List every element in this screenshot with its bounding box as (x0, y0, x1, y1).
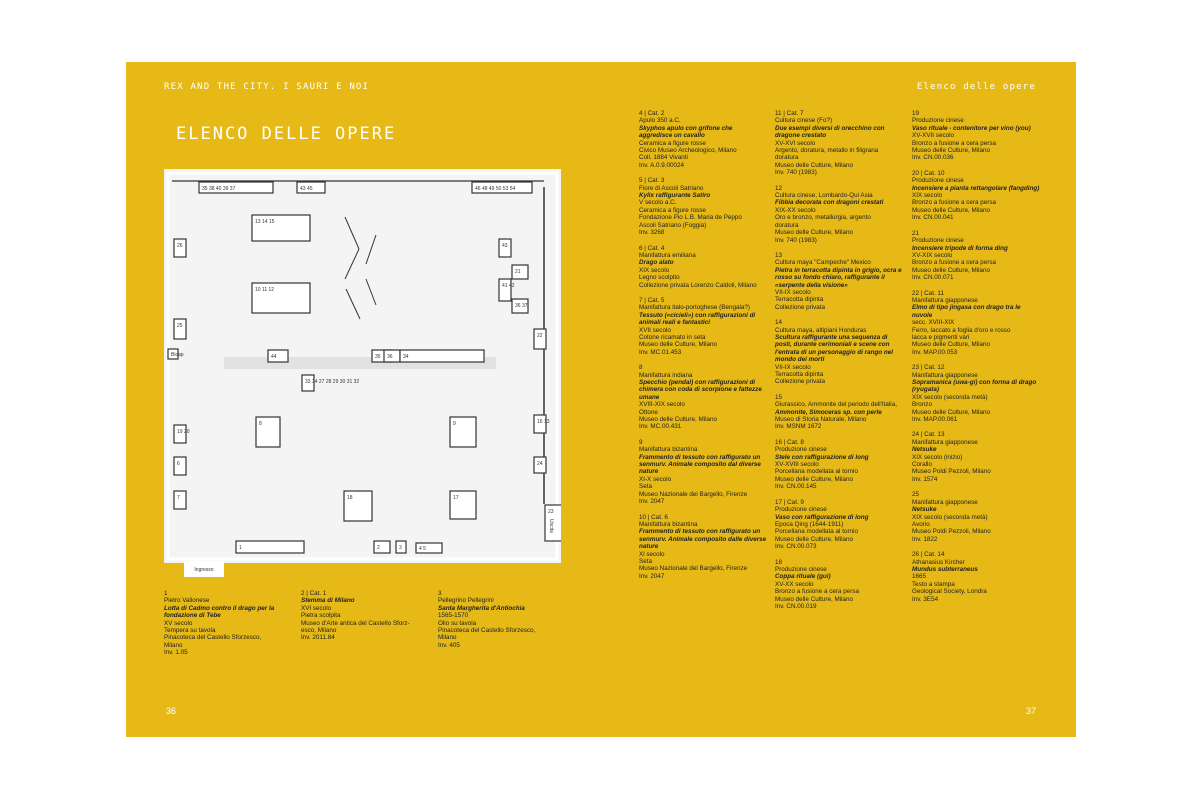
work-entry (775, 559, 903, 611)
work-line: Museo Nazionale del Bargello, Firenze (639, 565, 748, 573)
work-line: XV-XX secolo (775, 580, 814, 588)
work-title: Stele con raffigurazione di long (775, 453, 869, 461)
caption-line: Museo d'Arte antica del Castello Sforz- (301, 619, 410, 627)
work-line: Inv. CN.00.019 (775, 602, 817, 610)
work-line: Epoca Qing (1644-1911) (775, 520, 844, 528)
work-title: Ammonite, Simoceras sp. con perle (775, 408, 882, 416)
work-title: Netsuke (912, 506, 937, 514)
display-case-label: 36 (387, 354, 393, 360)
display-case (236, 541, 304, 553)
work-line: Museo delle Culture, Milano (639, 416, 718, 424)
work-entry (639, 297, 767, 356)
work-entry (912, 364, 1040, 423)
work-line: Inv. 3E54 (912, 595, 939, 603)
work-line: Museo Poldi Pezzoli, Milano (912, 468, 991, 476)
floor-plan-drawing (164, 169, 561, 563)
work-title: Elmo di tipo jingasa con drago tra le nuvole (912, 304, 1021, 319)
caption-number: 2 | Cat. 1 (301, 590, 327, 597)
work-entry (639, 245, 767, 289)
work-line: secc. XVIII-XIX (912, 319, 955, 327)
caption-line: Pinacoteca del Castello Sforzesco, (438, 627, 536, 635)
work-title: Tessuto («cicieli») con raffigurazioni di animali reali e fantastici (639, 311, 756, 327)
entrance-label: Ingresso (184, 561, 224, 577)
display-case-label: 35 38 40 39 37 (202, 186, 236, 192)
work-line: Cultura cinese, Lombardo-Qui Asia (775, 192, 873, 200)
work-line: Bronzo a fusione a cera persa (912, 259, 997, 267)
display-case-label: 16 13 (537, 419, 550, 425)
display-case-label: 13 14 15 (255, 219, 275, 225)
work-line: Museo di Storia Naturale, Milano (775, 416, 867, 424)
page-title: ELENCO DELLE OPERE (176, 124, 397, 144)
work-line: Manifattura giapponese (912, 296, 978, 304)
work-title: Mundus subterraneus (912, 565, 978, 573)
work-line: Legno scolpito (639, 274, 680, 282)
work-line: Oro e bronzo, metallurgia, argento (775, 214, 871, 222)
caption-2 (301, 590, 426, 642)
work-line: Inv. MAP.00.061 (912, 416, 958, 424)
work-entry (775, 185, 903, 244)
work-line: XI-X secolo (639, 475, 672, 483)
work-line: XIX secolo (inizio) (912, 453, 963, 461)
plan-line (345, 249, 359, 279)
work-line: Argento, doratura, metallo in filigrana (775, 147, 879, 155)
work-line: Giurassico, Ammonite del periodo dell'Italia, (775, 401, 897, 409)
display-case-label: 9 (453, 421, 456, 427)
work-line: Bronzo a fusione a cera persa (775, 588, 860, 596)
work-number: 18 (775, 558, 783, 566)
work-line: XV-XVII secolo (912, 132, 954, 140)
works-column-1 (639, 110, 767, 588)
work-number: 16 | Cat. 8 (775, 438, 804, 446)
work-line: XV-XVIII secolo (775, 461, 819, 469)
work-line: Inv. CN.00.145 (775, 483, 817, 491)
running-header-left: REX AND THE CITY. I SAURI E NOI (164, 82, 370, 92)
work-line: Museo delle Culture, Milano (912, 266, 991, 274)
work-line: Produzione cinese (775, 506, 827, 514)
work-line: Cultura cinese (Fo?) (775, 117, 833, 125)
display-case-label: 23 (548, 509, 554, 515)
work-title: Incensiere a pianta rettangolare (fangding) (912, 184, 1040, 192)
work-line: Museo Nazionale del Bargello, Firenze (639, 490, 748, 498)
work-title: Vaso rituale - contenitore per vino (you) (912, 124, 1031, 132)
display-case-label: 22 (537, 333, 543, 339)
caption-line: Pellegrino Pellegrini (438, 597, 494, 605)
work-line: Inv. A.0.9.00024 (639, 161, 685, 169)
work-line: VII-IX secolo (775, 363, 811, 371)
work-line: XVII secolo (639, 326, 671, 334)
work-entry (639, 364, 767, 431)
work-line: Collezione privata Lorenzo Caldoli, Milano (639, 281, 757, 289)
work-number: 10 | Cat. 6 (639, 513, 668, 521)
work-line: VII-IX secolo (775, 288, 811, 296)
display-case-label: 10 11 12 (255, 287, 275, 293)
caption-line: Olio su tavola (438, 619, 477, 627)
work-number: 6 | Cat. 4 (639, 244, 665, 252)
work-entry (775, 252, 903, 311)
caption-line: Tempera su tavola (164, 627, 216, 635)
work-line: doratura (775, 221, 799, 229)
display-case-label: 44 (271, 354, 277, 360)
display-case-label: 7 (177, 495, 180, 501)
work-line: Manifattura bizantina (639, 520, 698, 528)
work-line: Ascoli Satriano (Foggia) (639, 221, 707, 229)
work-title: Specchio (pendal) con raffigurazioni di chimera con coda di scorpione e fattezze umane (639, 379, 762, 401)
work-entry (775, 499, 903, 551)
work-line: Inv. 740 (1983) (775, 236, 817, 244)
work-line: Porcellana modellata al tornio (775, 528, 858, 536)
work-entry (912, 551, 1040, 603)
display-case-label: 8 (259, 421, 262, 427)
work-line: Museo delle Culture, Milano (912, 206, 991, 214)
floor-plan (164, 169, 561, 573)
work-line: XIX secolo (639, 266, 670, 274)
book-spread (126, 62, 1076, 737)
work-entry (912, 491, 1040, 543)
work-line: XVIII-XIX secolo (639, 401, 685, 409)
work-line: Porcellana modellata al tornio (775, 468, 858, 476)
work-line: Bronzo a fusione a cera persa (912, 199, 997, 207)
caption-3 (438, 590, 563, 649)
work-line: XV-XVI secolo (775, 139, 816, 147)
work-entry (912, 290, 1040, 357)
work-line: Manifattura bizantina (639, 446, 698, 454)
caption-number: 3 (438, 590, 442, 597)
caption-title: Stemma di Milano (301, 597, 355, 605)
work-line: lacca e pigmenti vari (912, 333, 970, 341)
caption-line: Pietro Vallonese (164, 597, 210, 605)
caption-line: Inv. 1.05 (164, 649, 188, 657)
display-case-label: 25 (177, 323, 183, 329)
display-case-label: 6 (177, 461, 180, 467)
work-entry (775, 394, 903, 431)
work-line: Produzione cinese (775, 446, 827, 454)
work-line: Museo delle Culture, Milano (912, 408, 991, 416)
works-column-2 (775, 110, 903, 618)
plan-line (346, 289, 360, 319)
work-line: Ottone (639, 408, 658, 416)
work-number: 8 (639, 364, 643, 372)
work-line: Museo Poldi Pezzoli, Milano (912, 528, 991, 536)
page-number-right: 37 (1025, 706, 1036, 716)
display-case-label: 1 (239, 545, 242, 551)
work-number: 12 (775, 184, 783, 192)
display-case (534, 329, 546, 349)
work-line: 1665 (912, 573, 927, 581)
work-line: Ceramica a figure rosse (639, 206, 706, 214)
work-number: 7 | Cat. 5 (639, 296, 665, 304)
work-line: Bronzo (912, 401, 932, 409)
caption-title: fondazione di Tebe (164, 612, 221, 620)
work-number: 11 | Cat. 7 (775, 110, 804, 117)
work-number: 17 | Cat. 9 (775, 498, 804, 506)
work-title: Drago alato (639, 259, 674, 267)
display-case-label: 3 (399, 545, 402, 551)
work-line: Produzione cinese (912, 237, 964, 245)
work-line: Terracotta dipinta (775, 296, 824, 304)
work-line: Ceramica a figure rosse (639, 139, 706, 147)
plan-line (366, 235, 376, 264)
caption-line: Milano (438, 634, 457, 642)
work-line: Museo delle Culture, Milano (639, 341, 718, 349)
work-entry (639, 439, 767, 506)
work-line: Inv. 1822 (912, 535, 938, 543)
display-case-label: 19 20 (177, 429, 190, 435)
plan-line (345, 217, 359, 249)
plan-line (366, 279, 376, 305)
display-case-label: Bicap (171, 352, 184, 358)
work-line: Athanasius Kircher (912, 558, 965, 566)
works-column-3 (912, 110, 1040, 611)
work-title: Netsuke (912, 446, 937, 454)
work-line: Apulo 350 a.C. (639, 117, 681, 125)
work-line: XV-XIX secolo (912, 251, 953, 259)
display-case (400, 350, 484, 362)
work-line: Museo delle Culture, Milano (775, 161, 854, 169)
caption-title: Lotta di Cadmo contro il drago per la (164, 604, 275, 612)
work-number: 20 | Cat. 10 (912, 169, 945, 177)
work-number: 14 (775, 319, 783, 327)
display-case-label: 26 (177, 243, 183, 249)
display-case (174, 491, 186, 509)
display-case-label: 17 (453, 495, 459, 501)
caption-line: Milano (164, 641, 183, 649)
caption-1 (164, 590, 289, 657)
work-line: Inv. MC.00.431 (639, 423, 682, 431)
display-case-label: 46 48 49 50 53 54 (475, 186, 516, 192)
caption-line: XV secolo (164, 619, 193, 627)
work-line: Manifattura giapponese (912, 371, 978, 379)
work-title: Incensiere tripode di forma ding (912, 244, 1008, 252)
work-line: Museo delle Culture, Milano (775, 595, 854, 603)
display-case-label: 21 (515, 269, 521, 275)
work-line: XIX secolo (seconda metà) (912, 513, 988, 521)
caption-line: 1565-1570 (438, 612, 469, 620)
display-case-label: 2 (377, 545, 380, 551)
work-number: 23 | Cat. 12 (912, 364, 945, 372)
work-number: 15 (775, 393, 783, 401)
work-line: Manifattura emiliana (639, 251, 696, 259)
display-case-label: 4 5 (419, 546, 426, 552)
work-line: Inv. 2047 (639, 498, 665, 506)
display-case-label: 43 45 (300, 186, 313, 192)
display-case (174, 319, 186, 339)
work-line: XIX secolo (912, 192, 943, 200)
work-line: Inv. MSNM 1672 (775, 423, 822, 431)
work-line: Collezione privata (775, 303, 826, 311)
work-entry (912, 110, 1040, 162)
work-title: Sopramanica (uwa-gi) con forma di drago (ryugata) (912, 379, 1037, 394)
work-line: Produzione cinese (912, 177, 964, 185)
work-line: Corallo (912, 461, 932, 469)
work-line: Bronzo a fusione a cera persa (912, 139, 997, 147)
work-line: Avorio (912, 520, 930, 528)
work-line: Terracotta dipinta (775, 371, 824, 378)
display-case-label: 34 (403, 354, 409, 360)
work-line: Testo a stampa (912, 580, 955, 588)
work-entry (775, 110, 903, 177)
display-case-label: 35 (375, 354, 381, 360)
work-line: Manifattura giapponese (912, 438, 978, 446)
work-title: Scultura raffigurante una sequenza di posti, durante cerimoniali e scene con l'entrata di un personaggio di rango nel mondo dei morti (775, 333, 893, 364)
work-line: Inv. CN.00.071 (912, 274, 954, 282)
work-entry (775, 439, 903, 491)
work-title: Frammento di tessuto con raffigurato un senmurv. Animale composito dal diverse nature (639, 453, 761, 476)
work-number: 26 | Cat. 14 (912, 551, 945, 559)
work-line: Xl secolo (639, 550, 665, 558)
work-line: Collezione privata (775, 378, 826, 386)
work-line: Inv. 740 (1983) (775, 169, 817, 177)
display-case (174, 457, 186, 475)
caption-line: esco, Milano (301, 627, 337, 635)
work-line: Coll. 1884 Vivanti (639, 154, 688, 162)
work-number: 5 | Cat. 3 (639, 177, 665, 185)
work-number: 4 | Cat. 2 (639, 110, 665, 117)
work-line: Inv. CN.00.041 (912, 214, 954, 222)
display-case-label: 43 (502, 243, 508, 249)
work-line: Ferro, laccato a foglia d'oro e rosso (912, 326, 1011, 334)
work-line: Museo delle Culture, Milano (912, 147, 991, 155)
work-title: Skyphos apulo con grifone che aggredisce un cavallo (639, 124, 733, 140)
work-number: 22 | Cat. 11 (912, 289, 944, 297)
work-line: Produzione cinese (775, 565, 827, 573)
work-line: Cotone ricamato in seta (639, 333, 706, 341)
work-line: Geological Society, Londra (912, 588, 987, 596)
work-title: Fibbia decorata con dragoni crestati (775, 199, 884, 207)
work-number: 13 (775, 251, 783, 259)
work-line: XIX secolo (seconda metà) (912, 393, 988, 401)
display-case-label: 18 (347, 495, 353, 501)
work-title: Due esempi diversi di orecchino con dragone crestato (775, 124, 885, 140)
work-title: Kylix raffigurante Satiro (639, 192, 711, 200)
work-title: Frammento di tessuto con raffigurato un senmurv. Animale composito dalle diverse nature (639, 528, 767, 551)
work-entry (639, 514, 767, 581)
display-case-label: 36 37 (515, 303, 528, 309)
caption-line: Pinacoteca del Castello Sforzesco, (164, 634, 262, 642)
work-number: 9 (639, 438, 643, 446)
work-line: Seta (639, 483, 652, 491)
work-number: 25 (912, 491, 920, 499)
work-line: Inv. 3268 (639, 229, 665, 237)
work-entry (912, 230, 1040, 282)
work-line: Museo delle Culture, Milano (912, 341, 991, 349)
work-entry (912, 431, 1040, 483)
work-line: Fondazione Pio L.B. Maria de Peppo (639, 214, 742, 222)
work-entry (639, 177, 767, 236)
work-line: doratura (775, 154, 799, 162)
work-entry (639, 110, 767, 169)
work-line: V secolo a.C. (639, 199, 677, 207)
running-header-right: Elenco delle opere (916, 82, 1036, 92)
work-line: XIX-XX secolo (775, 206, 816, 214)
caption-number: 1 (164, 590, 168, 597)
work-line: Inv. CN.00.073 (775, 543, 817, 551)
display-case-label: 33 34 27 28 29 30 31 32 (305, 379, 360, 385)
caption-line: XVI secolo (301, 604, 332, 612)
page-number-left: 36 (166, 706, 177, 716)
work-line: Civico Museo Archeologico, Milano (639, 147, 737, 155)
work-line: Cultura maya, altipiani Honduras (775, 326, 867, 334)
work-line: Produzione cinese (912, 117, 964, 125)
work-title: Vaso con raffigurazione di long (775, 513, 869, 521)
caption-title: Santa Margherita d'Antiochia (438, 604, 525, 612)
work-entry (775, 319, 903, 386)
work-number: 19 (912, 110, 920, 117)
work-line: Inv. CN.00.036 (912, 154, 954, 162)
work-line: Fiore di Ascoli Satriano (639, 184, 704, 192)
work-line: Seta (639, 557, 652, 565)
work-line: Inv. MAP.00.053 (912, 348, 958, 356)
work-title: Coppa rituale (gui) (775, 573, 831, 581)
work-line: Manifattura giapponese (912, 498, 978, 506)
work-number: 21 (912, 229, 920, 237)
caption-line: Pietra scolpita (301, 612, 341, 620)
display-case-label: 24 (537, 461, 543, 467)
work-entry (912, 170, 1040, 222)
exit-label: Uscita (548, 519, 554, 533)
work-line: Museo delle Culture, Milano (775, 229, 854, 237)
work-line: Museo delle Culture, Milano (775, 535, 854, 543)
work-line: Manifattura italo-portoghese (Bengala?) (639, 304, 750, 312)
work-number: 24 | Cat. 13 (912, 431, 945, 439)
work-line: Manifattura indiana (639, 371, 693, 379)
work-line: Inv. 1574 (912, 475, 938, 483)
work-title: Pietra in terracotta dipinta in grigio, ocra e rosso su fondo chiaro, raffigurante il «serpente della visione» (775, 266, 902, 289)
work-line: Inv. 2047 (639, 572, 665, 580)
display-case-label: 41 42 (502, 283, 515, 289)
work-line: Cultura maya "Campeche" Mexico (775, 259, 871, 267)
caption-line: Inv. 405 (438, 641, 460, 649)
work-line: Museo delle Culture, Milano (775, 475, 854, 483)
work-line: Inv. MC.01.453 (639, 348, 682, 356)
caption-line: Inv. 2011.84 (301, 634, 335, 642)
